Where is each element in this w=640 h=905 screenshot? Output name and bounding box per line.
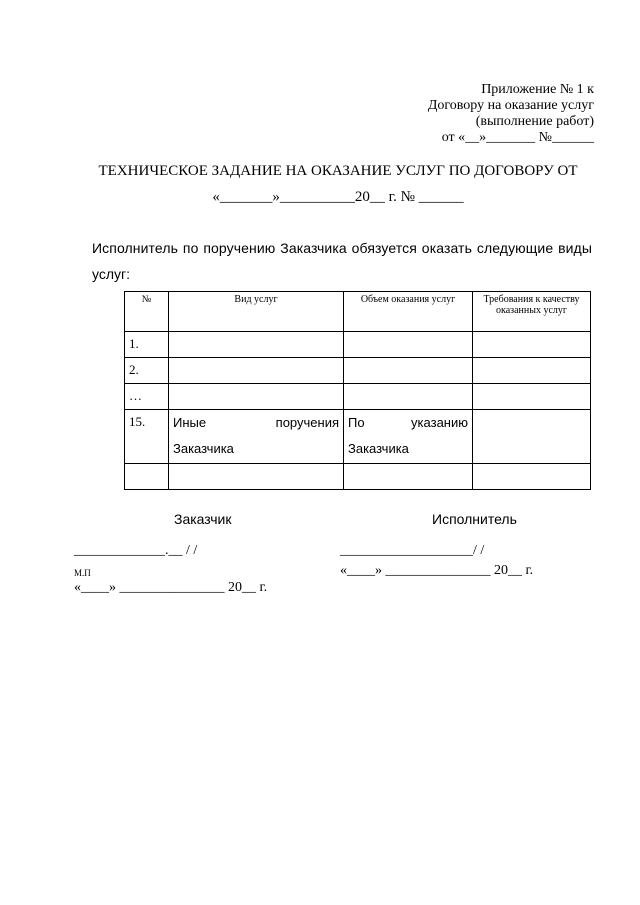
table-row xyxy=(125,464,591,490)
requirements-cell xyxy=(473,384,591,410)
volume-word: указанию xyxy=(411,415,468,430)
appendix-line-3: (выполнение работ) xyxy=(475,114,594,129)
row-number: 15. xyxy=(125,410,169,464)
col-header-number: № xyxy=(125,292,169,332)
service-cell xyxy=(169,384,344,410)
volume-cell xyxy=(344,358,473,384)
row-number: 2. xyxy=(125,358,169,384)
appendix-line-2: Договору на оказание услуг xyxy=(427,98,594,113)
service-word: поручения xyxy=(275,415,339,430)
appendix-line-1: Приложение № 1 к xyxy=(481,82,594,97)
row-number: … xyxy=(125,384,169,410)
intro-text: Исполнитель по поручению Заказчика обязуется оказать следующие виды xyxy=(92,240,592,256)
services-table xyxy=(124,291,591,490)
requirements-cell xyxy=(473,358,591,384)
stamp-label: М.П xyxy=(74,568,91,578)
volume-word: По xyxy=(348,415,365,430)
table-row xyxy=(125,410,591,464)
document-title-date: «_______»__________20__ г. № ______ xyxy=(212,189,464,205)
requirements-cell xyxy=(473,410,591,464)
service-cell xyxy=(169,410,344,464)
row-number xyxy=(125,464,169,490)
document-title: ТЕХНИЧЕСКОЕ ЗАДАНИЕ НА ОКАЗАНИЕ УСЛУГ ПО ДОГОВОРУ ОТ xyxy=(98,163,578,179)
requirements-cell xyxy=(473,332,591,358)
executor-date: «____» _______________ 20__ г. xyxy=(340,563,534,578)
col-header-service: Вид услуг xyxy=(169,292,344,332)
volume-line-2: Заказчика xyxy=(348,441,409,456)
volume-cell xyxy=(344,410,473,464)
table-header-row xyxy=(125,292,591,332)
intro-line-2: услуг: xyxy=(92,266,131,282)
table-row xyxy=(125,332,591,358)
service-cell xyxy=(169,464,344,490)
service-cell xyxy=(169,358,344,384)
volume-cell xyxy=(344,464,473,490)
col-header-requirements: Требования к качеству оказанных услуг xyxy=(473,292,591,332)
customer-label: Заказчик xyxy=(174,511,232,527)
customer-date: «____» _______________ 20__ г. xyxy=(74,580,268,595)
requirements-cell xyxy=(473,464,591,490)
col-header-volume: Объем оказания услуг xyxy=(344,292,473,332)
executor-signature-line: ___________________/ / xyxy=(340,543,485,558)
row-number: 1. xyxy=(125,332,169,358)
table-row xyxy=(125,384,591,410)
appendix-line-4: от «__»_______ №______ xyxy=(441,130,594,145)
service-cell xyxy=(169,332,344,358)
customer-signature-line: _____________.__ / / xyxy=(74,543,198,558)
service-word: Иные xyxy=(173,415,207,430)
service-line-2: Заказчика xyxy=(173,441,234,456)
volume-cell xyxy=(344,384,473,410)
executor-label: Исполнитель xyxy=(432,511,517,527)
volume-cell xyxy=(344,332,473,358)
intro-line-1 xyxy=(92,240,592,256)
table-row xyxy=(125,358,591,384)
